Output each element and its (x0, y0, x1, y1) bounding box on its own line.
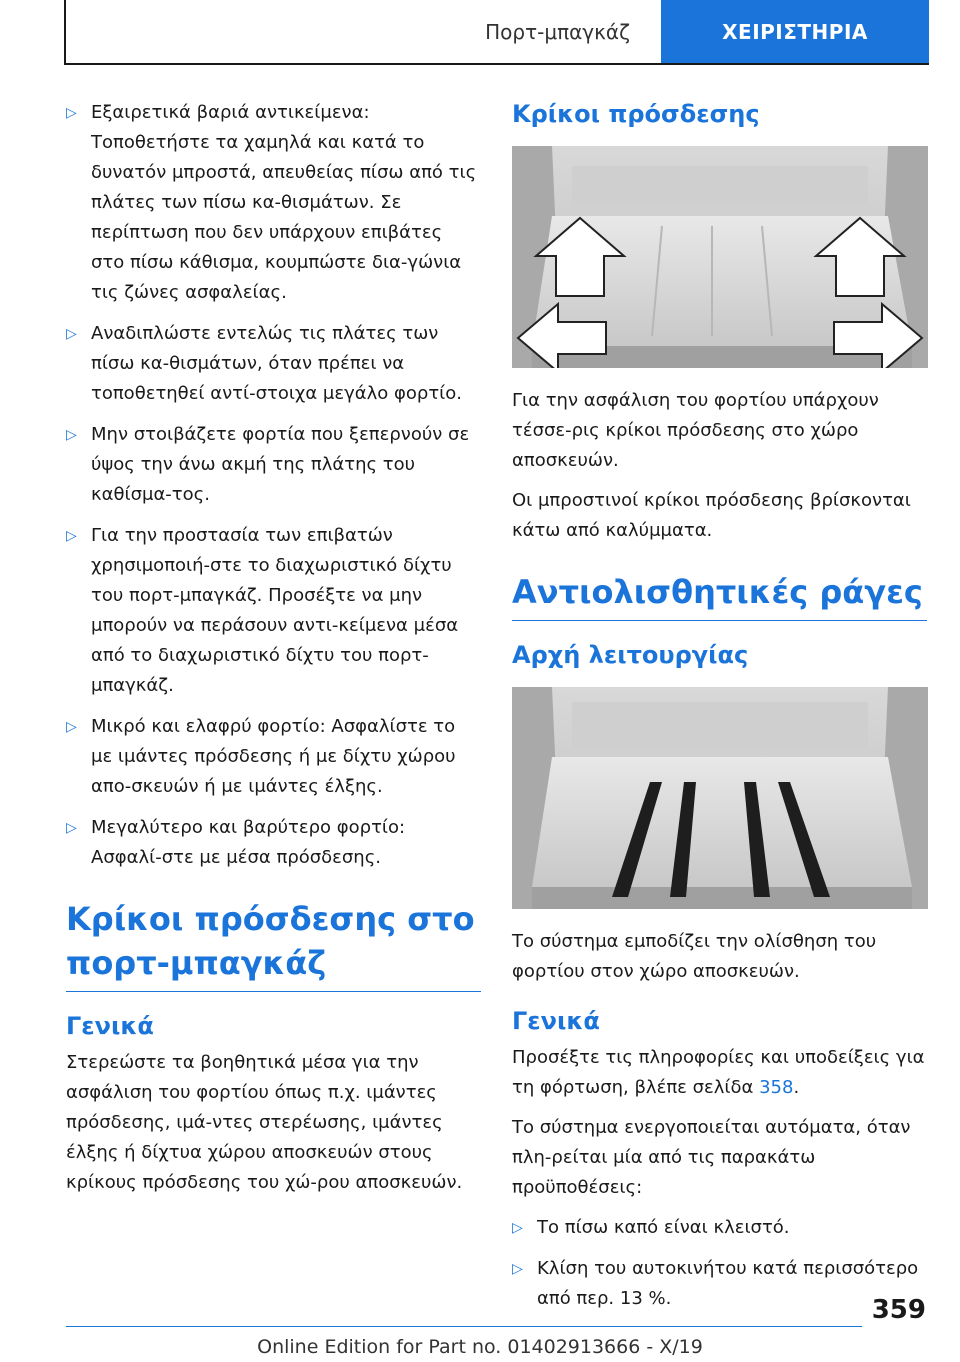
tie-down-rings-paragraph-1: Για την ασφάλιση του φορτίου υπάρχουν τέσσε-ρις κρίκοι πρόσδεσης στο χώρο αποσκευών. (512, 390, 879, 471)
page-reference-link[interactable]: 358 (759, 1077, 794, 1098)
right-column (512, 98, 927, 1325)
list-item: ▷ Μην στοιβάζετε φορτία που ξεπερνούν σε ύψος την άνω ακμή της πλάτης του καθίσμα-τος. (66, 420, 481, 510)
list-item: ▷ Για την προστασία των επιβατών χρησιμοποιή-στε το διαχωριστικό δίχτυ του πορτ-μπαγκάζ. Προσέξτε να μην μπορούν να περάσουν αντι-κείμενα μέσα από το διαχωριστικό δίχτυ του πορτ-μπαγκάζ. (66, 521, 481, 701)
left-column (66, 98, 481, 1208)
triangle-bullet-icon: ▷ (66, 820, 77, 836)
footer-edition: Online Edition for Part no. 01402913666 - X/19 (257, 1336, 703, 1358)
tie-down-rings-photo (512, 146, 928, 368)
subsection-title-tie-down-rings: Κρίκοι πρόσδεσης (512, 100, 760, 128)
triangle-bullet-icon: ▷ (66, 326, 77, 342)
list-item: ▷ Αναδιπλώστε εντελώς τις πλάτες των πίσω κα-θισμάτων, όταν πρέπει να τοποθετηθεί αντί-στοιχα μεγάλο φορτίο. (66, 319, 481, 409)
section-title-antislip-rails: Αντιολισθητικές ράγες (512, 570, 927, 621)
general-paragraph: Στερεώστε τα βοηθητικά μέσα για την ασφάλιση του φορτίου όπως π.χ. ιμάντες πρόσδεσης, ιμά-ντες στερέωσης, ιμάντες έλξης ή δίχτυα χώρου αποσκευών στους κρίκους πρόσδεσης του χώ-ρου αποσκευών. (66, 1052, 463, 1193)
subsection-title-general-right: Γενικά (512, 1007, 600, 1035)
general-paragraph-right: Προσέξτε τις πληροφορίες και υποδείξεις για τη φόρτωση, βλέπε σελίδα 358. (512, 1047, 925, 1098)
header-rule (64, 63, 929, 65)
principle-paragraph: Το σύστημα εμποδίζει την ολίσθηση του φορτίου στον χώρο αποσκευών. (512, 931, 877, 982)
list-item: ▷ Κλίση του αυτοκινήτου κατά περισσότερο από περ. 13 %. (512, 1254, 927, 1314)
page-number: 359 (871, 1295, 926, 1325)
loading-tips-list (66, 98, 481, 873)
triangle-bullet-icon: ▷ (512, 1220, 523, 1236)
activation-paragraph: Το σύστημα ενεργοποιείται αυτόματα, όταν πλη-ρείται μία από τις παρακάτω προϋποθέσεις: (512, 1117, 911, 1198)
tie-down-rings-paragraph-2: Οι μπροστινοί κρίκοι πρόσδεσης βρίσκονται κάτω από καλύμματα. (512, 490, 911, 541)
section-title-tie-down-rings: Κρίκοι πρόσδεσης στο πορτ-μπαγκάζ (66, 897, 481, 992)
triangle-bullet-icon: ▷ (66, 719, 77, 735)
list-item: ▷ Εξαιρετικά βαριά αντικείμενα: Τοποθετήστε τα χαμηλά και κατά το δυνατόν μπροστά, απευθείας πίσω από τις πλάτες των πίσω κα-θισμάτων. Σε περίπτωση που δεν υπάρχουν επιβάτες στο πίσω κάθισμα, κουμπώστε δια-γώνια τις ζώνες ασφαλείας. (66, 98, 481, 308)
subsection-title-principle: Αρχή λειτουργίας (512, 641, 749, 669)
list-item: ▷ Μεγαλύτερο και βαρύτερο φορτίο: Ασφαλί-στε με μέσα πρόσδεσης. (66, 813, 481, 873)
triangle-bullet-icon: ▷ (66, 105, 77, 121)
triangle-bullet-icon: ▷ (512, 1261, 523, 1277)
activation-conditions-list (512, 1213, 927, 1314)
triangle-bullet-icon: ▷ (66, 427, 77, 443)
running-header-section: Πορτ-μπαγκάζ (485, 19, 630, 44)
triangle-bullet-icon: ▷ (66, 528, 77, 544)
footer-rule (66, 1326, 862, 1327)
antislip-rails-photo (512, 687, 928, 909)
list-item: ▷ Μικρό και ελαφρύ φορτίο: Ασφαλίστε το με ιμάντες πρόσδεσης ή με δίχτυ χώρου απο-σκευών ή με ιμάντες έλξης. (66, 712, 481, 802)
subsection-title-general: Γενικά (66, 1012, 154, 1040)
running-header-chapter: ΧΕΙΡΙΣΤΗΡΙΑ (661, 0, 929, 63)
list-item: ▷ Το πίσω καπό είναι κλειστό. (512, 1213, 927, 1243)
